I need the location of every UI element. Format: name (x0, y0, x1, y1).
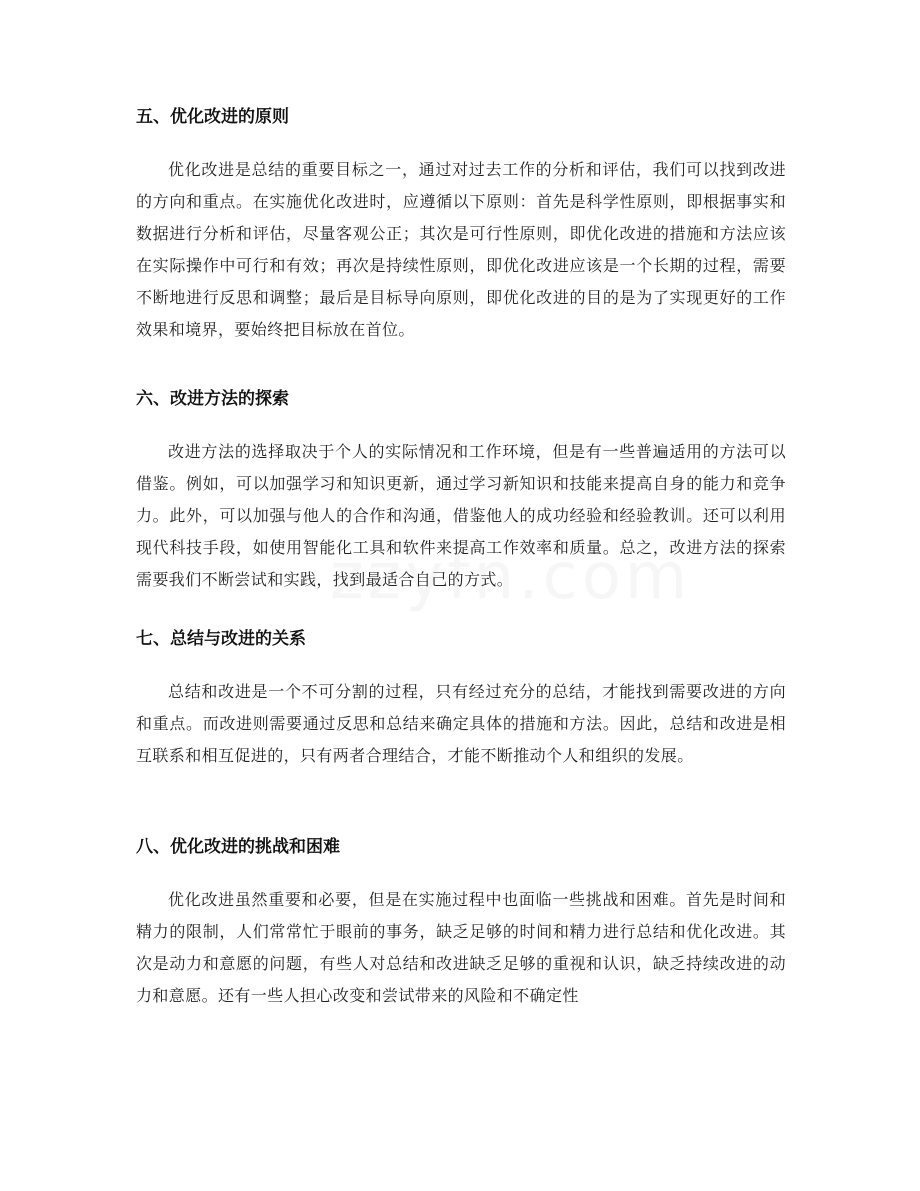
section-relationship (136, 626, 786, 794)
section-heading: 六、改进方法的探索 (136, 389, 289, 409)
section-challenges (136, 834, 786, 1034)
section-paragraph: 改进方法的选择取决于个人的实际情况和工作环境，但是有一些普遍适用的方法可以借鉴。例如，可以加强学习和知识更新，通过学习新知识和技能来提高自身的能力和竞争力。此外，可以加强与他人的合作和沟通，借鉴他人的成功经验和经验教训。还可以利用现代科技手段，如使用智能化工具和软件来提高工作效率和质量。总之，改进方法的探索需要我们不断尝试和实践，找到最适合自己的方式。 (136, 442, 786, 589)
section-heading: 七、总结与改进的关系 (136, 629, 306, 649)
section-paragraph: 总结和改进是一个不可分割的过程，只有经过充分的总结，才能找到需要改进的方向和重点。而改进则需要通过反思和总结来确定具体的措施和方法。因此，总结和改进是相互联系和相互促进的，只有两者合理结合，才能不断推动个人和组织的发展。 (136, 682, 786, 765)
section-methods (136, 386, 786, 618)
section-principles (136, 104, 786, 368)
section-paragraph: 优化改进是总结的重要目标之一，通过对过去工作的分析和评估，我们可以找到改进的方向和重点。在实施优化改进时，应遵循以下原则：首先是科学性原则，即根据事实和数据进行分析和评估，尽量客观公正；其次是可行性原则，即优化改进的措施和方法应该在实际操作中可行和有效；再次是持续性原则，即优化改进应该是一个长期的过程，需要不断地进行反思和调整；最后是目标导向原则，即优化改进的目的是为了实现更好的工作效果和境界，要始终把目标放在首位。 (136, 160, 786, 339)
section-paragraph: 优化改进虽然重要和必要，但是在实施过程中也面临一些挑战和困难。首先是时间和精力的限制，人们常常忙于眼前的事务，缺乏足够的时间和精力进行总结和优化改进。其次是动力和意愿的问题，有些人对总结和改进缺乏足够的重视和认识，缺乏持续改进的动力和意愿。还有一些人担心改变和尝试带来的风险和不确定性 (136, 890, 786, 1005)
section-heading: 八、优化改进的挑战和困难 (136, 837, 340, 857)
section-heading: 五、优化改进的原则 (136, 107, 289, 127)
